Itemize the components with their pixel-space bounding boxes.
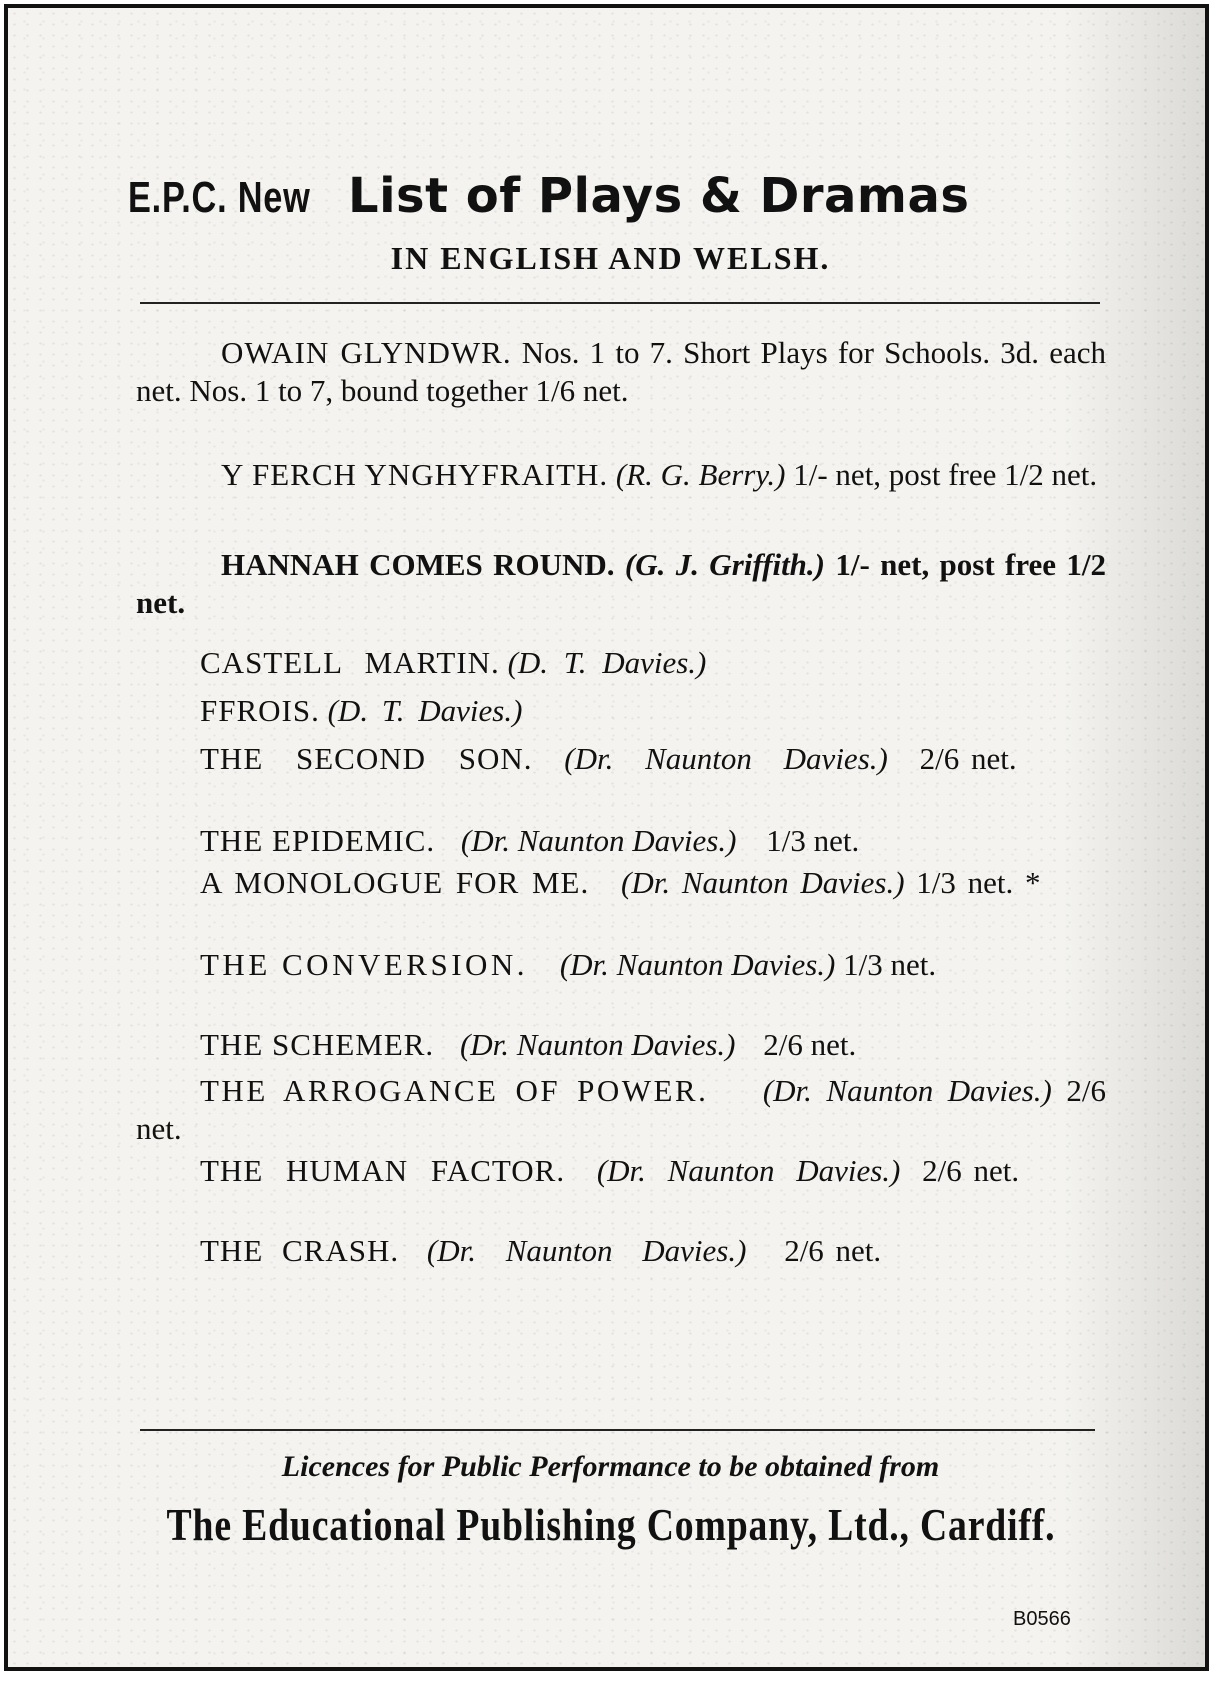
play-author: (Dr. Naunton Davies.) [460, 823, 737, 858]
list-item [136, 740, 1106, 778]
page-header [128, 168, 1103, 238]
play-title: THE HUMAN FACTOR. [200, 1153, 566, 1188]
publisher-name-text: The Educational Publishing Company, Ltd., Cardiff. [166, 1499, 1055, 1550]
page-subtitle: IN ENGLISH AND WELSH. [390, 240, 831, 276]
list-item [136, 456, 1106, 494]
play-price: 1/3 net. * [916, 865, 1041, 900]
play-title: CASTELL MARTIN. [200, 645, 500, 680]
publisher-name [8, 1498, 1209, 1551]
licence-note: Licences for Public Performance to be obtained from [281, 1450, 940, 1483]
play-title: THE ARROGANCE OF POWER. [200, 1073, 709, 1108]
play-author: (Dr. Naunton Davies.) [426, 1233, 747, 1268]
play-title: THE SECOND SON. [200, 741, 533, 776]
play-price: 1/- net, post free 1/2 net. [793, 457, 1098, 492]
play-price: 1/3 net. [843, 947, 937, 982]
page-title: List of Plays & Dramas [348, 168, 970, 224]
play-title: OWAIN GLYNDWR. [221, 335, 512, 370]
play-author: (Dr. Naunton Davies.) [596, 1153, 901, 1188]
play-title: HANNAH COMES ROUND. [221, 547, 615, 582]
play-title: THE EPIDEMIC. [200, 823, 436, 858]
play-details: Nos. 1 to 7. Short Plays for Schools. 3d. each net. Nos. 1 to 7, bound together 1/6 net. [136, 335, 1107, 408]
list-item [136, 1026, 1106, 1064]
play-title: A MONOLOGUE FOR ME. [200, 865, 590, 900]
play-author: (Dr. Naunton Davies.) [564, 741, 888, 776]
play-price: 2/6 net. [922, 1153, 1020, 1188]
play-author: (Dr. Naunton Davies.) [621, 865, 905, 900]
play-title: FFROIS. [200, 693, 320, 728]
list-item [136, 644, 1106, 682]
header-prefix: E.P.C. New [128, 173, 311, 222]
play-title: THE CONVERSION. [200, 947, 529, 982]
play-author: (G. J. Griffith.) [624, 547, 825, 582]
list-item [136, 1232, 1106, 1270]
play-author: (R. G. Berry.) [615, 457, 786, 492]
list-item [136, 546, 1106, 622]
bottom-divider [140, 1429, 1095, 1431]
play-title: Y FERCH YNGHYFRAITH. [221, 457, 609, 492]
play-author: (Dr. Naunton Davies.) [459, 1027, 736, 1062]
play-price: 1/- net, post free 1/2 net. [136, 547, 1107, 620]
play-author: (Dr. Naunton Davies.) [559, 947, 836, 982]
list-item [136, 864, 1106, 902]
catalog-code: B0566 [1013, 1608, 1071, 1630]
list-item [136, 1152, 1106, 1190]
play-title: THE SCHEMER. [200, 1027, 435, 1062]
list-item [136, 692, 1106, 730]
play-author: (D. T. Davies.) [327, 693, 523, 728]
play-price: 2/6 net. [919, 741, 1017, 776]
play-price: 2/6 net. [763, 1027, 857, 1062]
play-price: 2/6 net. [136, 1073, 1106, 1146]
top-divider [140, 302, 1100, 304]
list-item [136, 822, 1106, 860]
play-author: (D. T. Davies.) [507, 645, 707, 680]
play-author: (Dr. Naunton Davies.) [762, 1073, 1052, 1108]
play-price: 1/3 net. [766, 823, 860, 858]
play-price: 2/6 net. [784, 1233, 882, 1268]
document-page [4, 4, 1209, 1671]
play-title: THE CRASH. [200, 1233, 400, 1268]
list-item [136, 946, 1106, 984]
list-item [136, 334, 1106, 410]
list-item [136, 1072, 1106, 1148]
